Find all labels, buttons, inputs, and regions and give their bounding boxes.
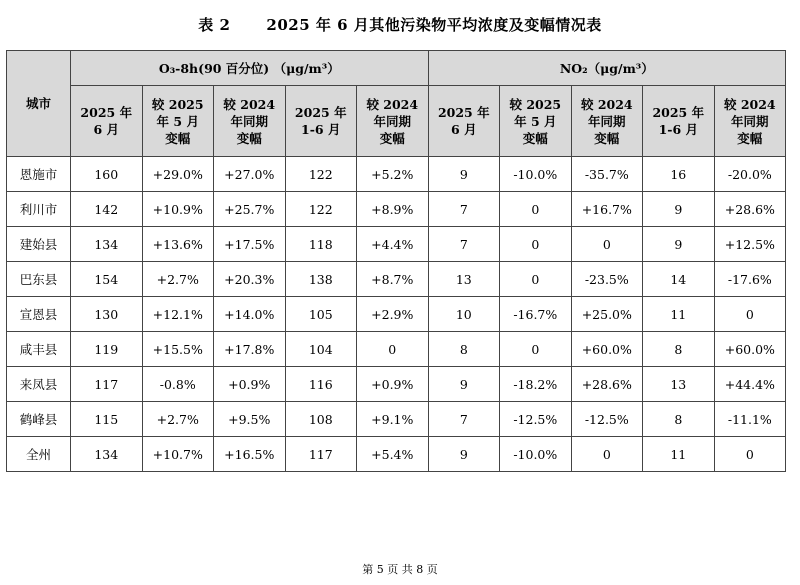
o3-cell: 154 bbox=[71, 262, 143, 297]
no2-cell: -10.0% bbox=[500, 437, 572, 472]
no2-subheader-0: 2025 年 6 月 bbox=[428, 86, 500, 157]
no2-cell: -12.5% bbox=[571, 402, 643, 437]
no2-cell: -12.5% bbox=[500, 402, 572, 437]
no2-cell: 7 bbox=[428, 402, 500, 437]
no2-subheader-2: 较 2024 年同期 变幅 bbox=[571, 86, 643, 157]
o3-cell: +25.7% bbox=[214, 192, 286, 227]
o3-cell: +0.9% bbox=[214, 367, 286, 402]
o3-cell: 116 bbox=[285, 367, 357, 402]
o3-cell: +5.2% bbox=[357, 157, 429, 192]
no2-cell: 0 bbox=[500, 262, 572, 297]
no2-cell: 0 bbox=[571, 437, 643, 472]
no2-cell: 8 bbox=[643, 332, 715, 367]
no2-cell: 13 bbox=[428, 262, 500, 297]
o3-subheader-2: 较 2024 年同期 变幅 bbox=[214, 86, 286, 157]
no2-cell: 8 bbox=[428, 332, 500, 367]
city-cell: 利川市 bbox=[7, 192, 71, 227]
o3-cell: +0.9% bbox=[357, 367, 429, 402]
no2-cell: +25.0% bbox=[571, 297, 643, 332]
o3-cell: +17.5% bbox=[214, 227, 286, 262]
o3-cell: +14.0% bbox=[214, 297, 286, 332]
o3-cell: +17.8% bbox=[214, 332, 286, 367]
no2-cell: +44.4% bbox=[714, 367, 786, 402]
o3-cell: 108 bbox=[285, 402, 357, 437]
o3-cell: +27.0% bbox=[214, 157, 286, 192]
o3-cell: +10.7% bbox=[142, 437, 214, 472]
city-cell: 宣恩县 bbox=[7, 297, 71, 332]
o3-cell: 134 bbox=[71, 437, 143, 472]
no2-cell: -23.5% bbox=[571, 262, 643, 297]
no2-cell: 9 bbox=[428, 437, 500, 472]
no2-cell: 9 bbox=[643, 192, 715, 227]
no2-cell: 13 bbox=[643, 367, 715, 402]
no2-cell: +60.0% bbox=[714, 332, 786, 367]
no2-cell: 7 bbox=[428, 192, 500, 227]
no2-cell: 9 bbox=[428, 157, 500, 192]
no2-cell: 0 bbox=[500, 332, 572, 367]
o3-cell: 118 bbox=[285, 227, 357, 262]
city-cell: 来凤县 bbox=[7, 367, 71, 402]
city-cell: 建始县 bbox=[7, 227, 71, 262]
city-cell: 恩施市 bbox=[7, 157, 71, 192]
o3-cell: 105 bbox=[285, 297, 357, 332]
o3-cell: +20.3% bbox=[214, 262, 286, 297]
no2-cell: 0 bbox=[714, 437, 786, 472]
o3-cell: +2.9% bbox=[357, 297, 429, 332]
no2-subheader-3: 2025 年 1-6 月 bbox=[643, 86, 715, 157]
no2-cell: +12.5% bbox=[714, 227, 786, 262]
o3-cell: +9.1% bbox=[357, 402, 429, 437]
no2-cell: 11 bbox=[643, 437, 715, 472]
no2-cell: 14 bbox=[643, 262, 715, 297]
o3-cell: +5.4% bbox=[357, 437, 429, 472]
no2-cell: 9 bbox=[428, 367, 500, 402]
no2-cell: 0 bbox=[500, 192, 572, 227]
no2-cell: 9 bbox=[643, 227, 715, 262]
o3-cell: 119 bbox=[71, 332, 143, 367]
no2-cell: +16.7% bbox=[571, 192, 643, 227]
no2-cell: 16 bbox=[643, 157, 715, 192]
no2-cell: 11 bbox=[643, 297, 715, 332]
o3-cell: 104 bbox=[285, 332, 357, 367]
no2-cell: -17.6% bbox=[714, 262, 786, 297]
o3-subheader-0: 2025 年 6 月 bbox=[71, 86, 143, 157]
o3-subheader-3: 2025 年 1-6 月 bbox=[285, 86, 357, 157]
o3-cell: 160 bbox=[71, 157, 143, 192]
no2-cell: -10.0% bbox=[500, 157, 572, 192]
no2-cell: 7 bbox=[428, 227, 500, 262]
table-row bbox=[7, 332, 786, 367]
table-row bbox=[7, 402, 786, 437]
o3-cell: +13.6% bbox=[142, 227, 214, 262]
o3-cell: +4.4% bbox=[357, 227, 429, 262]
o3-cell: 122 bbox=[285, 192, 357, 227]
o3-cell: 134 bbox=[71, 227, 143, 262]
no2-cell: +28.6% bbox=[571, 367, 643, 402]
table-row bbox=[7, 437, 786, 472]
no2-cell: 0 bbox=[571, 227, 643, 262]
table-number: 表 2 bbox=[198, 16, 231, 34]
table-row bbox=[7, 262, 786, 297]
table-title-text: 2025 年 6 月其他污染物平均浓度及变幅情况表 bbox=[266, 16, 602, 34]
page-number: 第 5 页 共 8 页 bbox=[362, 563, 438, 576]
o3-cell: 142 bbox=[71, 192, 143, 227]
o3-cell: 0 bbox=[357, 332, 429, 367]
o3-cell: +15.5% bbox=[142, 332, 214, 367]
city-cell: 咸丰县 bbox=[7, 332, 71, 367]
o3-cell: 122 bbox=[285, 157, 357, 192]
o3-cell: 138 bbox=[285, 262, 357, 297]
o3-cell: +10.9% bbox=[142, 192, 214, 227]
no2-group-header: NO₂（μg/m³） bbox=[428, 51, 786, 86]
table-row bbox=[7, 367, 786, 402]
o3-cell: +9.5% bbox=[214, 402, 286, 437]
o3-subheader-1: 较 2025 年 5 月 变幅 bbox=[142, 86, 214, 157]
table-row bbox=[7, 192, 786, 227]
city-cell: 巴东县 bbox=[7, 262, 71, 297]
no2-cell: 0 bbox=[500, 227, 572, 262]
o3-cell: 117 bbox=[71, 367, 143, 402]
city-header: 城市 bbox=[7, 51, 71, 157]
no2-cell: 10 bbox=[428, 297, 500, 332]
no2-cell: -18.2% bbox=[500, 367, 572, 402]
no2-cell: -20.0% bbox=[714, 157, 786, 192]
pollutant-table bbox=[6, 50, 786, 472]
no2-subheader-4: 较 2024 年同期 变幅 bbox=[714, 86, 786, 157]
o3-cell: +16.5% bbox=[214, 437, 286, 472]
no2-cell: 0 bbox=[714, 297, 786, 332]
no2-cell: -11.1% bbox=[714, 402, 786, 437]
no2-cell: -16.7% bbox=[500, 297, 572, 332]
o3-cell: +8.9% bbox=[357, 192, 429, 227]
table-title bbox=[0, 14, 800, 35]
o3-cell: +8.7% bbox=[357, 262, 429, 297]
o3-subheader-4: 较 2024 年同期 变幅 bbox=[357, 86, 429, 157]
no2-cell: +28.6% bbox=[714, 192, 786, 227]
o3-cell: +2.7% bbox=[142, 262, 214, 297]
no2-cell: +60.0% bbox=[571, 332, 643, 367]
no2-subheader-1: 较 2025 年 5 月 变幅 bbox=[500, 86, 572, 157]
o3-cell: 130 bbox=[71, 297, 143, 332]
o3-cell: +2.7% bbox=[142, 402, 214, 437]
table-row bbox=[7, 297, 786, 332]
o3-cell: 117 bbox=[285, 437, 357, 472]
city-cell: 鹤峰县 bbox=[7, 402, 71, 437]
city-cell: 全州 bbox=[7, 437, 71, 472]
table-row bbox=[7, 157, 786, 192]
o3-cell: +12.1% bbox=[142, 297, 214, 332]
table-row bbox=[7, 227, 786, 262]
o3-cell: 115 bbox=[71, 402, 143, 437]
no2-cell: -35.7% bbox=[571, 157, 643, 192]
o3-group-header: O₃-8h(90 百分位) （μg/m³） bbox=[71, 51, 429, 86]
o3-cell: +29.0% bbox=[142, 157, 214, 192]
o3-cell: -0.8% bbox=[142, 367, 214, 402]
no2-cell: 8 bbox=[643, 402, 715, 437]
